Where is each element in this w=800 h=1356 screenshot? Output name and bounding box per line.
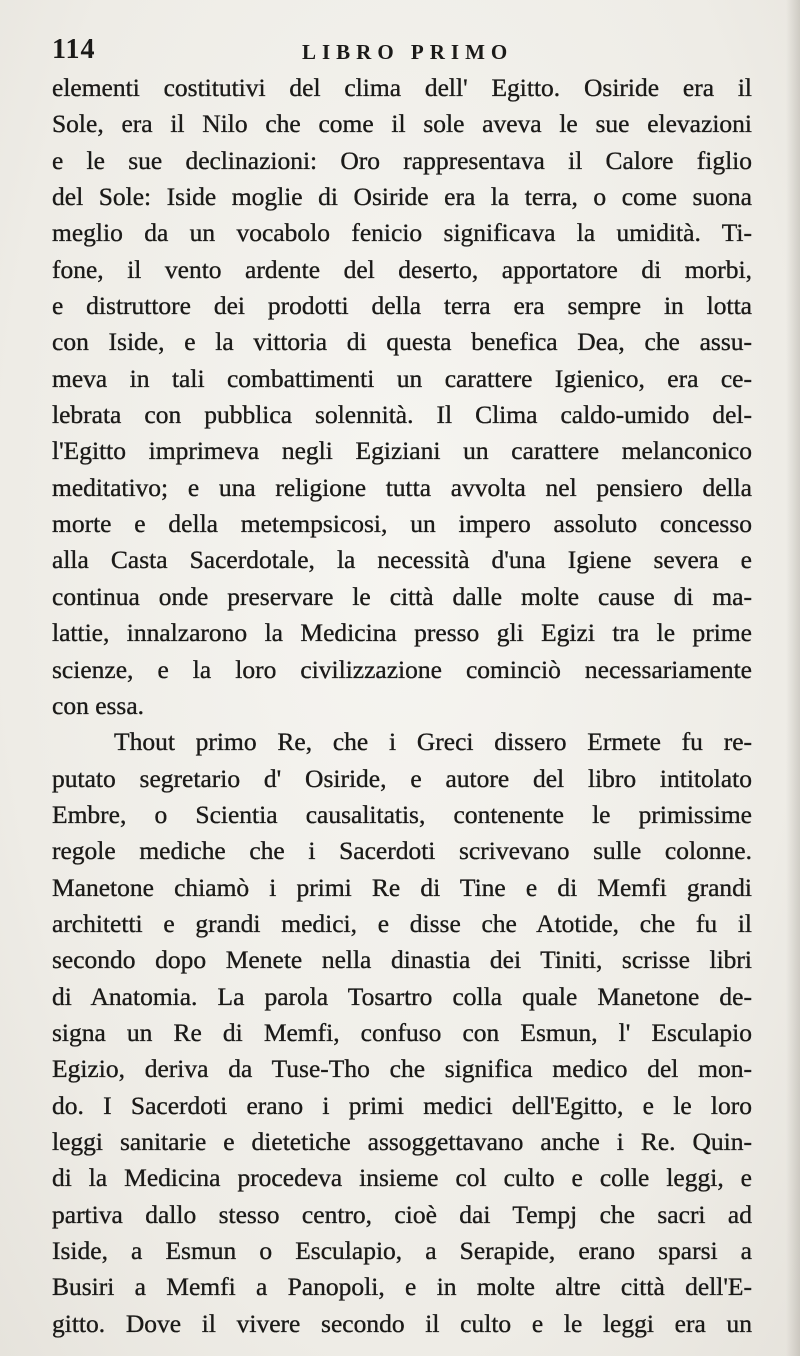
text-line: e le sue declinazioni: Oro rappresentava il Calore figlio (52, 145, 752, 175)
running-head: LIBRO PRIMO (302, 40, 514, 64)
text-line: gitto. Dove il vivere secondo il culto e le leggi era un (52, 1308, 752, 1338)
text-line: leggi sanitarie e dietetiche assoggettavano anche i Re. Quin- (52, 1126, 752, 1156)
text-line: Manetone chiamò i primi Re di Tine e di Memfi grandi (52, 872, 752, 902)
text-line: alla Casta Sacerdotale, la necessità d'una Igiene severa e (52, 545, 752, 575)
text-line: partiva dallo stesso centro, cioè dai Tempj che sacri ad (52, 1199, 752, 1229)
text-line: con Iside, e la vittoria di questa benefica Dea, che assu- (52, 327, 752, 357)
text-line: architetti e grandi medici, e disse che Atotide, che fu il (52, 908, 752, 938)
page-edge-shadow (786, 0, 800, 1356)
text-line: fone, il vento ardente del deserto, apportatore di morbi, (52, 254, 752, 284)
text-line: Egizio, deriva da Tuse-Tho che significa medico del mon- (52, 1054, 752, 1084)
body-text (52, 70, 752, 1342)
text-line: Embre, o Scientia causalitatis, contenente le primissime (52, 799, 752, 829)
text-line: lattie, innalzarono la Medicina presso gli Egizi tra le prime (52, 618, 752, 648)
text-line: l'Egitto imprimeva negli Egiziani un carattere melanconico (52, 436, 752, 466)
text-line: regole mediche che i Sacerdoti scrivevano sulle colonne. (52, 836, 752, 866)
text-line: morte e della metempsicosi, un impero assoluto concesso (52, 509, 752, 539)
text-line: putato segretario d' Osiride, e autore del libro intitolato (52, 763, 752, 793)
text-line: meditativo; e una religione tutta avvolta nel pensiero della (52, 472, 752, 502)
text-line: Busiri a Memfi a Panopoli, e in molte altre città dell'E- (52, 1272, 752, 1302)
text-line: signa un Re di Memfi, confuso con Esmun, l' Esculapio (52, 1017, 752, 1047)
text-line: continua onde preservare le città dalle molte cause di ma- (52, 581, 752, 611)
text-line: di la Medicina procedeva insieme col culto e colle leggi, e (52, 1163, 752, 1193)
text-line: del Sole: Iside moglie di Osiride era la terra, o come suona (52, 182, 752, 212)
text-line: con essa. (52, 690, 145, 720)
page-number: 114 (52, 34, 96, 65)
text-line: meva in tali combattimenti un carattere Igienico, era ce- (52, 363, 752, 393)
text-line: scienze, e la loro civilizzazione cominciò necessariamente (52, 654, 752, 684)
text-line: meglio da un vocabolo fenicio significava la umidità. Ti- (52, 218, 752, 248)
text-line: Sole, era il Nilo che come il sole aveva le sue elevazioni (52, 109, 752, 139)
text-line: Iside, a Esmun o Esculapio, a Serapide, erano sparsi a (52, 1236, 752, 1265)
page-header (0, 30, 800, 66)
text-line: lebrata con pubblica solennità. Il Clima caldo-umido del- (52, 400, 752, 430)
text-line: elementi costitutivi del clima dell' Egitto. Osiride era il (52, 73, 752, 102)
text-line: do. I Sacerdoti erano i primi medici dell'Egitto, e le loro (52, 1090, 752, 1120)
text-line: di Anatomia. La parola Tosartro colla quale Manetone de- (52, 981, 752, 1011)
text-line: secondo dopo Menete nella dinastia dei Tiniti, scrisse libri (52, 945, 752, 975)
text-line: Thout primo Re, che i Greci dissero Ermete fu re- (114, 727, 752, 757)
text-line: e distruttore dei prodotti della terra era sempre in lotta (52, 291, 752, 321)
